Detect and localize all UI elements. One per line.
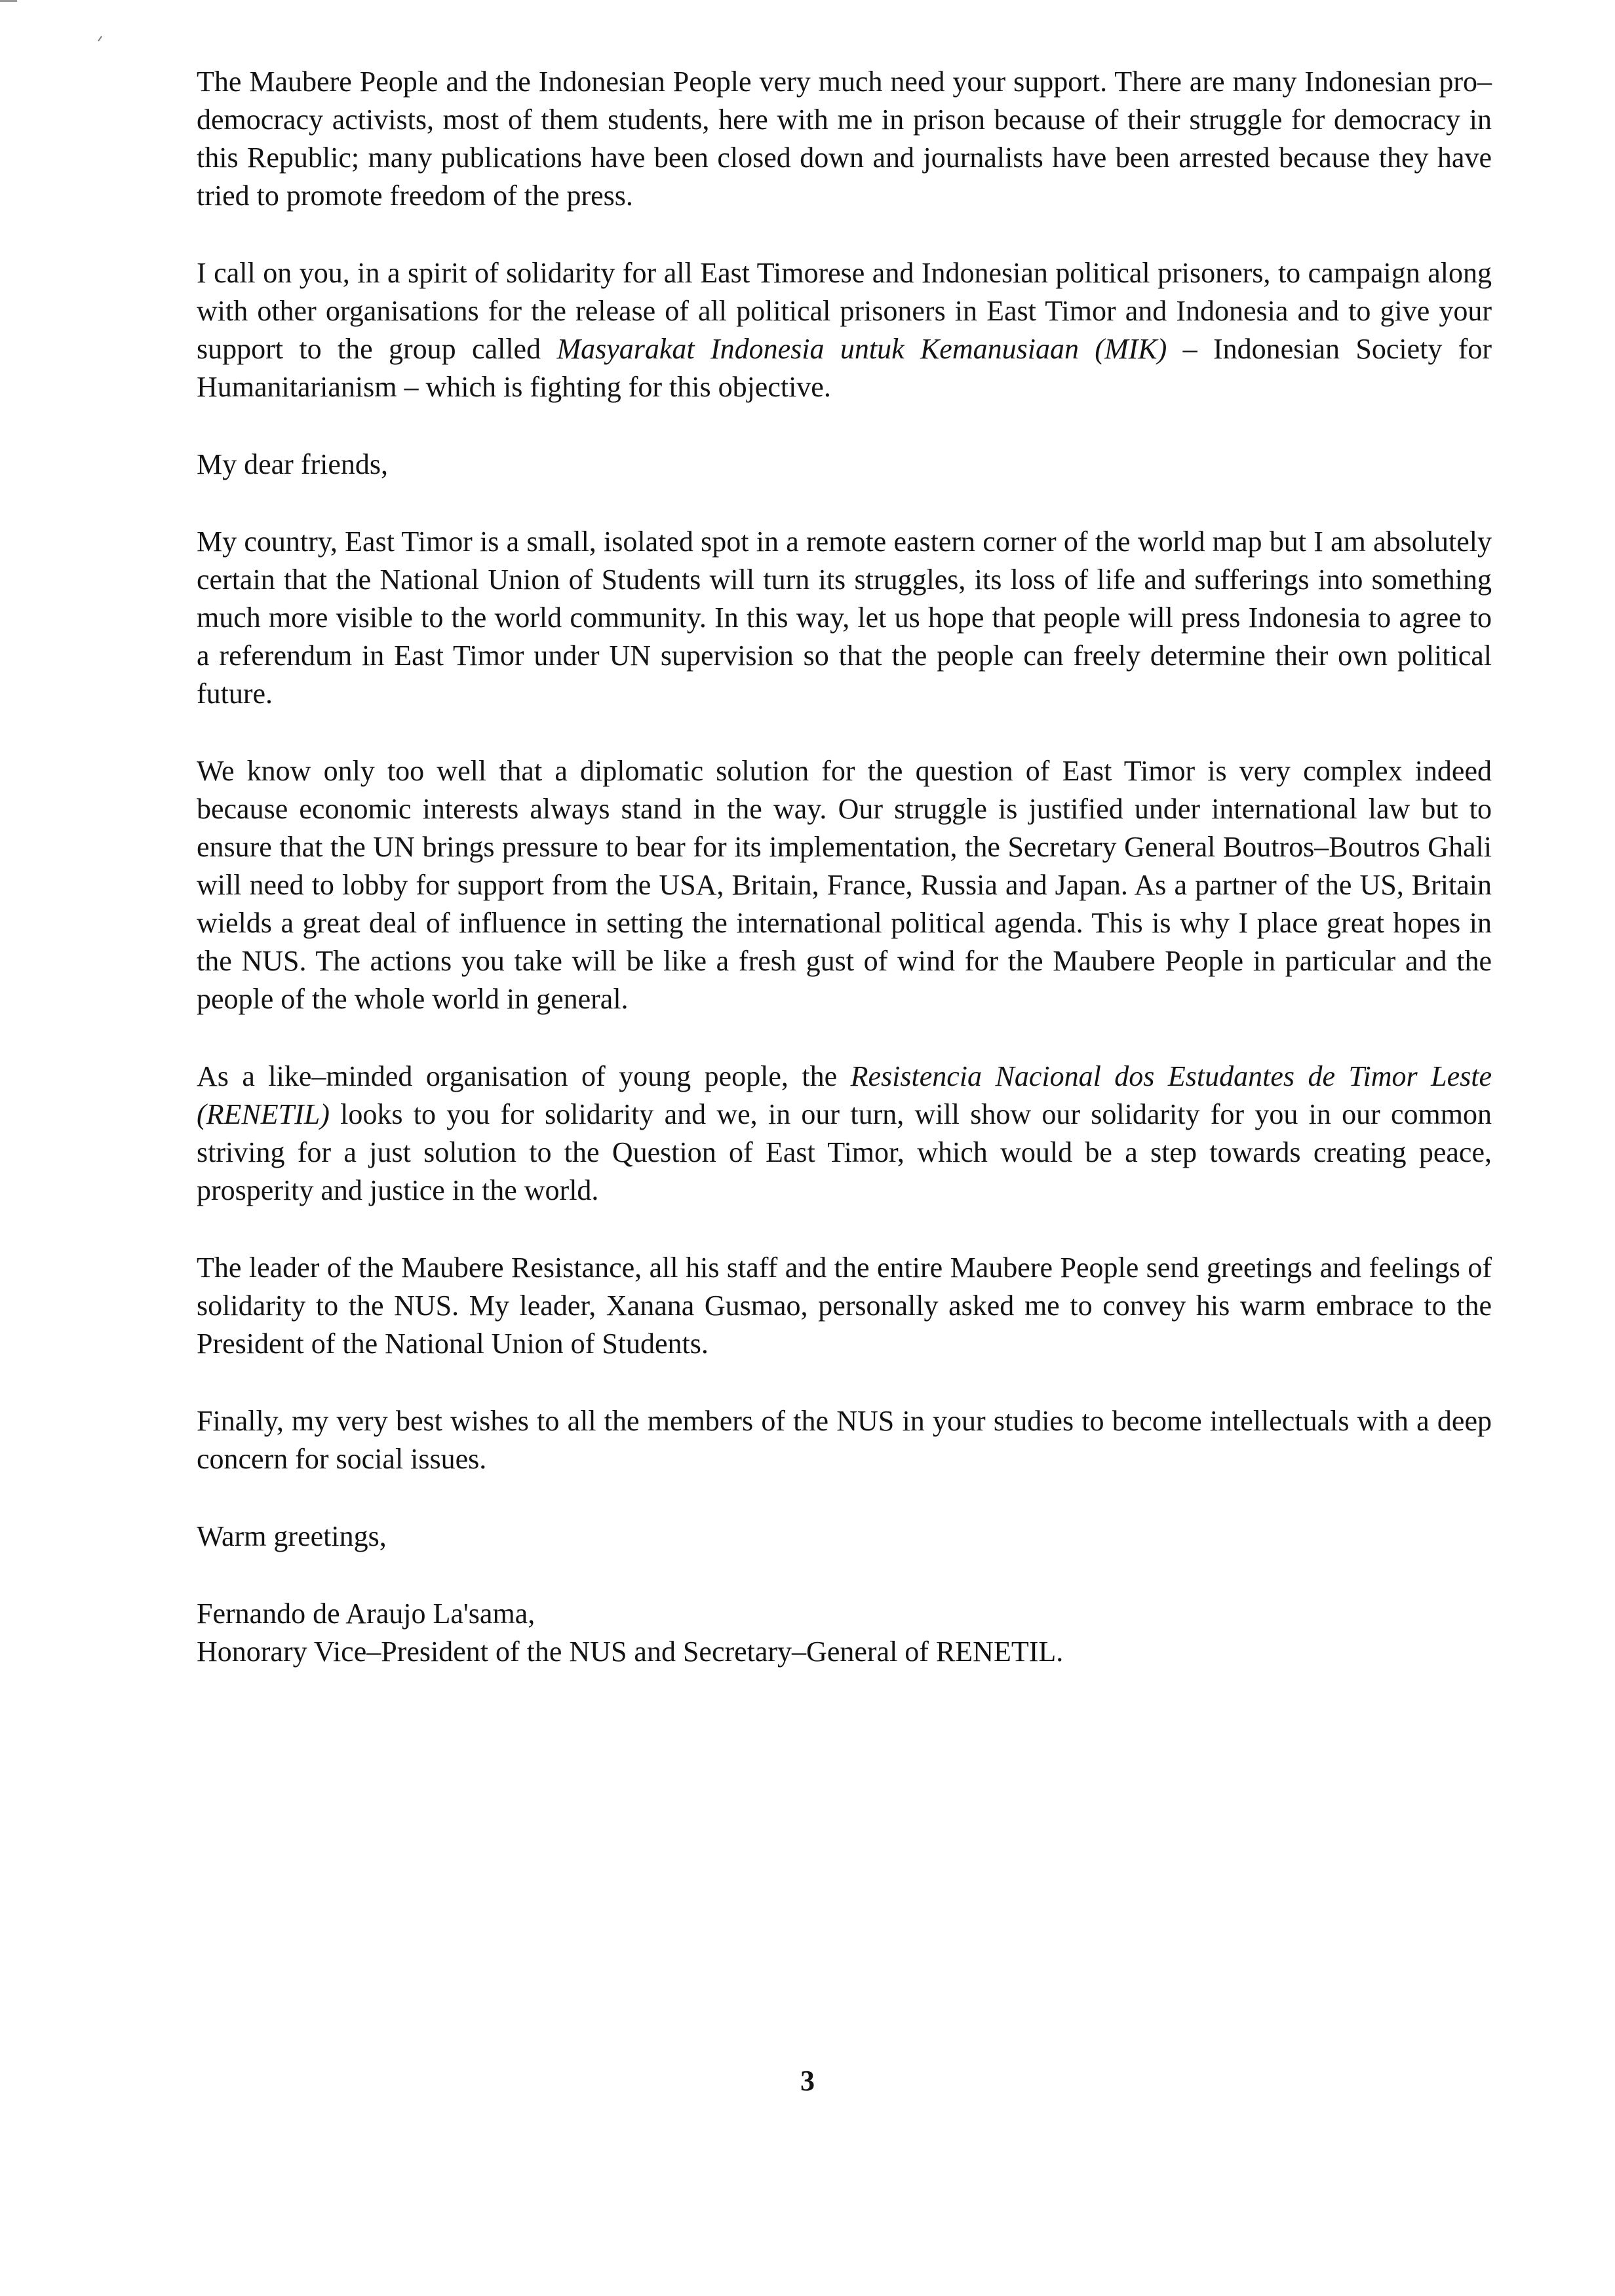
paragraph-support: The Maubere People and the Indonesian People very much need your support. There are many Indonesian pro–democracy activists, most of them students, here with me in prison because of their struggle for democracy in this Republic; many publications have been closed down and journalists have been arrested because they have tried to promote freedom of the press. <box>197 66 1492 212</box>
mik-organisation-name: Masyarakat Indonesia untuk Kemanusiaan (MIK) <box>556 333 1167 365</box>
letter-body <box>197 63 1492 1671</box>
paragraph-call-on-you-text-end: – Indonesian Society for Humanitarianism – which is fighting for this objective. <box>197 333 1492 403</box>
scan-speck-mark <box>98 36 102 42</box>
signature-title: Honorary Vice–President of the NUS and Secretary–General of RENETIL. <box>197 1636 1064 1668</box>
paragraph-renetil-text-start: As a like–minded organisation of young people, the <box>197 1060 851 1092</box>
paragraph-renetil <box>197 1058 1492 1210</box>
signature-name: Fernando de Araujo La'sama, <box>197 1598 535 1630</box>
page-number: 3 <box>800 2065 815 2097</box>
paragraph-best-wishes: Finally, my very best wishes to all the members of the NUS in your studies to become intellectuals with a deep concern for social issues. <box>197 1405 1492 1475</box>
paragraph-renetil-text-end: looks to you for solidarity and we, in our turn, will show our solidarity for you in our common striving for a just solution to the Question of East Timor, which would be a step towards creating peace, prosperity and justice in the world. <box>197 1098 1492 1206</box>
renetil-organisation-name: Resistencia Nacional dos Estudantes de Timor Leste (RENETIL) <box>197 1060 1492 1130</box>
paragraph-my-country: My country, East Timor is a small, isolated spot in a remote eastern corner of the world map but I am absolutely certain that the National Union of Students will turn its struggles, its loss of life and sufferings into something much more visible to the world community. In this way, let us hope that people will press Indonesia to agree to a referendum in East Timor under UN supervision so that the people can freely determine their own political future. <box>197 526 1492 710</box>
paragraph-greetings-from-leader: The leader of the Maubere Resistance, all his staff and the entire Maubere People send greetings and feelings of solidarity to the NUS. My leader, Xanana Gusmao, personally asked me to convey his warm embrace to the President of the National Union of Students. <box>197 1252 1492 1360</box>
scan-edge-mark <box>0 0 17 2</box>
paragraph-diplomatic-solution: We know only too well that a diplomatic solution for the question of East Timor is very complex indeed because economic interests always stand in the way. Our struggle is justified under international law but to ensure that the UN brings pressure to bear for its implementation, the Secretary General Boutros–Boutros Ghali will need to lobby for support from the USA, Britain, France, Russia and Japan. As a partner of the US, Britain wields a great deal of influence in setting the international political agenda. This is why I place great hopes in the NUS. The actions you take will be like a fresh gust of wind for the Maubere People in particular and the people of the whole world in general. <box>197 755 1492 1015</box>
paragraph-call-on-you <box>197 254 1492 406</box>
signature-block <box>197 1595 1492 1671</box>
salutation: My dear friends, <box>197 448 389 480</box>
paragraph-call-on-you-text-start: I call on you, in a spirit of solidarity for all East Timorese and Indonesian political prisoners, to campaign along with other organisations for the release of all political prisoners in East Timor and Indonesia and to give your support to the group called <box>197 257 1492 365</box>
closing-greeting: Warm greetings, <box>197 1520 387 1552</box>
